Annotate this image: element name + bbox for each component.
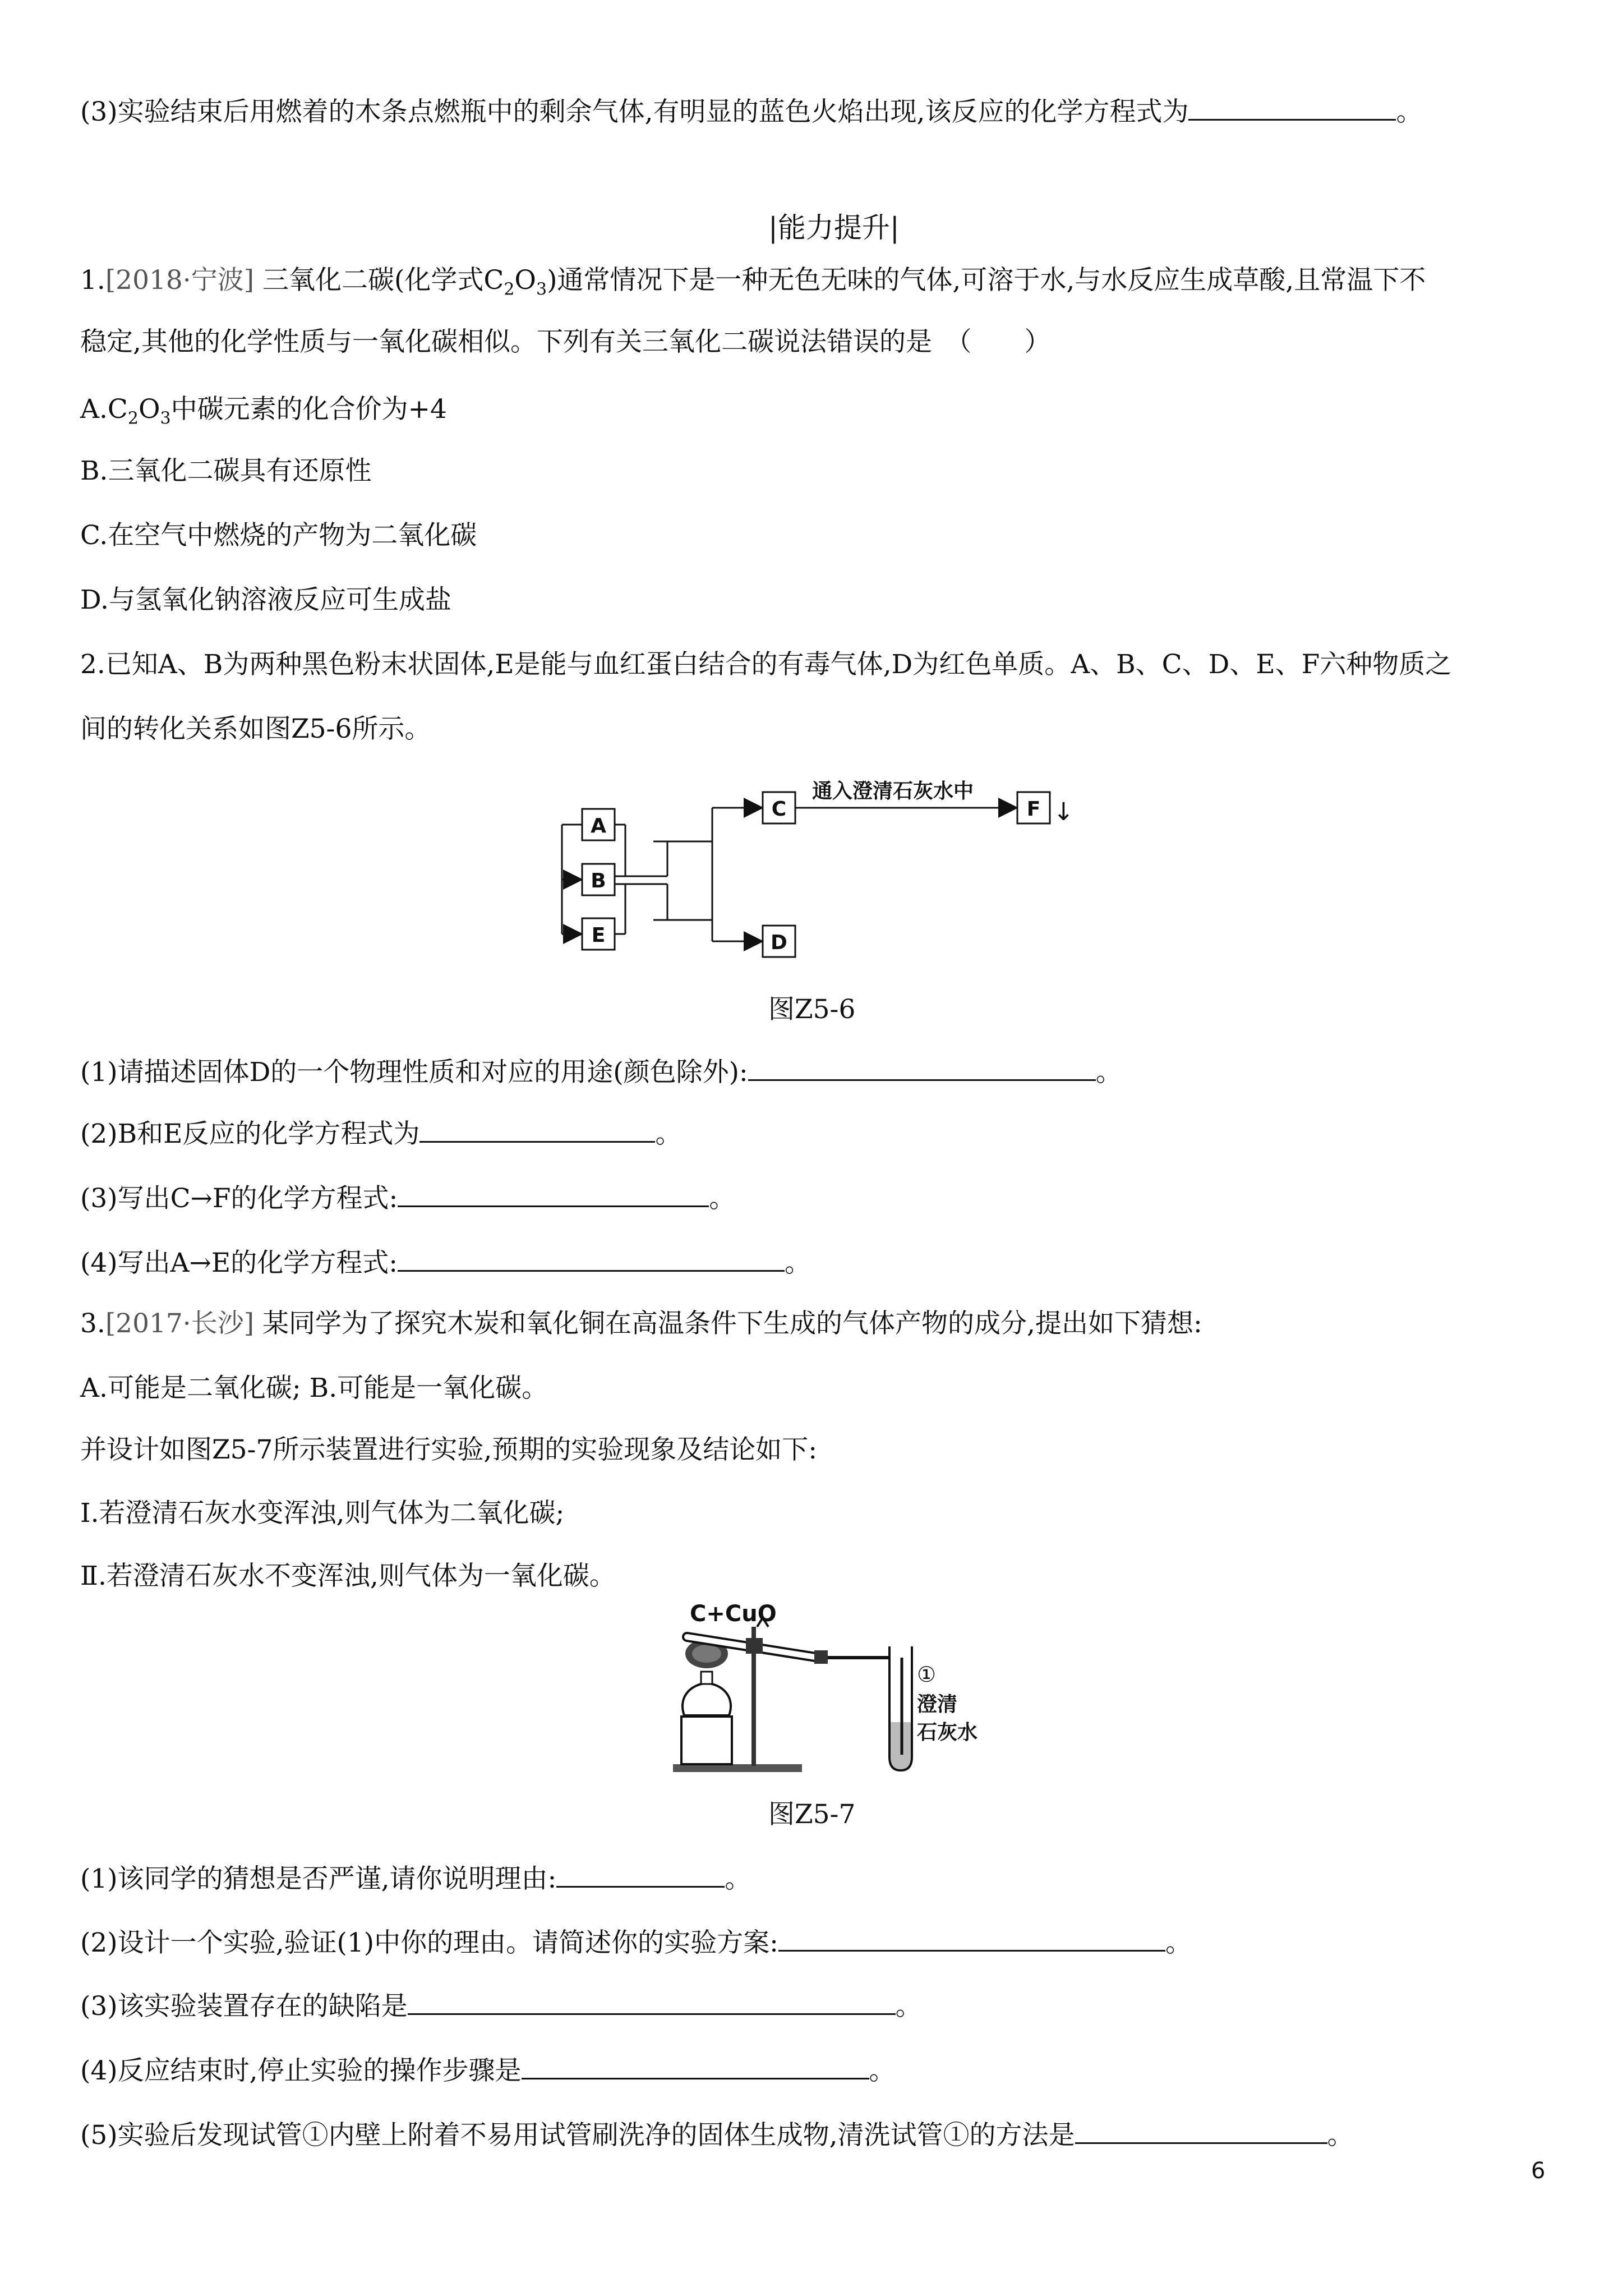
q3-sub3-text: (3)该实验装置存在的缺陷是	[80, 1991, 408, 2022]
stopper	[814, 1650, 828, 1664]
lamp-neck	[701, 1672, 712, 1684]
q3-source: [2017·长沙]	[105, 1308, 255, 1339]
q2-sub1-end: 。	[1095, 1057, 1122, 1088]
flame-icon	[692, 1645, 721, 1663]
q3-sub2-text: (2)设计一个实验,验证(1)中你的理由。请简述你的实验方案:	[80, 1927, 778, 1958]
q3-sub5-text: (5)实验后发现试管①内壁上附着不易用试管刷洗净的固体生成物,清洗试管①的方法是	[80, 2120, 1075, 2151]
q2-sub4-end: 。	[785, 1248, 811, 1278]
reagent-label: C+CuO	[690, 1601, 777, 1627]
q2-sub2-end: 。	[655, 1119, 682, 1149]
arrow-label: 通入澄清石灰水中	[812, 780, 974, 803]
precipitate-arrow-icon: ↓	[1053, 798, 1074, 826]
q3-guess: A.可能是二氧化碳; B.可能是一氧化碳。	[80, 1373, 548, 1404]
q1-option-a-sub2: 2	[127, 408, 139, 429]
q2-sub1	[80, 1055, 1122, 1089]
answer-blank[interactable]	[1188, 94, 1396, 121]
prev-question-3	[80, 94, 1422, 129]
figure-caption-z5-7: 图Z5-7	[768, 1799, 856, 1830]
q2-sub2	[80, 1116, 681, 1151]
q3-sub1	[80, 1861, 751, 1896]
node-d-label: D	[771, 931, 787, 954]
answer-blank[interactable]	[419, 1116, 655, 1143]
q1-subscript-2: 2	[504, 279, 515, 300]
q1-stem-part2: )通常情况下是一种无色无味的气体,可溶于水,与水反应生成草酸,且常温下不	[547, 265, 1426, 296]
q2-sub3	[80, 1181, 735, 1216]
apparatus-figure	[667, 1601, 978, 1778]
q2-sub2-text: (2)B和E反应的化学方程式为	[80, 1119, 420, 1149]
q3-sub1-end: 。	[725, 1864, 751, 1894]
q1-oxygen: O	[514, 265, 536, 296]
q1-option-b[interactable]: B.三氧化二碳具有还原性	[80, 455, 372, 486]
clamp	[746, 1638, 763, 1654]
q3-sub1-text: (1)该同学的猜想是否严谨,请你说明理由:	[80, 1864, 557, 1894]
alcohol-lamp	[683, 1683, 731, 1715]
q3-number: 3.	[80, 1308, 105, 1339]
q1-option-a-prefix: A.C	[80, 394, 128, 425]
q2-sub3-text: (3)写出C→F的化学方程式:	[80, 1183, 398, 1214]
section-title: |能力提升|	[768, 211, 900, 244]
q3-condition-i: Ⅰ.若澄清石灰水变浑浊,则气体为二氧化碳;	[80, 1498, 565, 1529]
q3-stem	[80, 1307, 1202, 1341]
support-block	[681, 1717, 732, 1764]
q1-subscript-3: 3	[536, 279, 547, 300]
q1-option-a-sub3: 3	[160, 408, 171, 429]
q3-sub5-end: 。	[1327, 2120, 1354, 2151]
limewater-label-1: 澄清	[917, 1693, 958, 1716]
q2-sub3-end: 。	[709, 1183, 736, 1214]
q3-sub2	[80, 1925, 1192, 1960]
q2-stem-line2: 间的转化关系如图Z5-6所示。	[80, 714, 431, 744]
q3-sub4	[80, 2053, 896, 2088]
answer-blank[interactable]	[556, 1861, 725, 1888]
answer-blank[interactable]	[398, 1245, 785, 1272]
q3-sub3-end: 。	[895, 1991, 922, 2022]
q3-sub4-end: 。	[869, 2055, 896, 2086]
conversion-diagram	[550, 774, 1077, 965]
limewater-label-2: 石灰水	[917, 1721, 978, 1744]
q1-option-a-text: 中碳元素的化合价为+4	[170, 394, 447, 425]
node-b-label: B	[591, 869, 606, 892]
answer-blank[interactable]	[522, 2053, 869, 2079]
q1-option-d[interactable]: D.与氢氧化钠溶液反应可生成盐	[80, 585, 451, 615]
q3-condition-ii: Ⅱ.若澄清石灰水不变浑浊,则气体为一氧化碳。	[80, 1561, 616, 1591]
q1-option-c[interactable]: C.在空气中燃烧的产物为二氧化碳	[80, 520, 477, 551]
prev-q3-end: 。	[1396, 96, 1423, 127]
q1-option-a[interactable]	[80, 393, 447, 435]
q2-stem-line1: 2.已知A、B为两种黑色粉末状固体,E是能与血红蛋白结合的有毒气体,D为红色单质。A、B、C、D、E、F六种物质之	[80, 649, 1452, 680]
answer-blank[interactable]	[398, 1181, 709, 1207]
node-e-label: E	[591, 924, 606, 947]
prev-q3-text: (3)实验结束后用燃着的木条点燃瓶中的剩余气体,有明显的蓝色火焰出现,该反应的化学方程式为	[80, 96, 1189, 127]
q3-design: 并设计如图Z5-7所示装置进行实验,预期的实验现象及结论如下:	[80, 1434, 818, 1465]
node-f-label: F	[1026, 798, 1041, 821]
figure-caption-z5-6: 图Z5-6	[768, 994, 856, 1025]
node-c-label: C	[771, 798, 787, 821]
q3-sub5	[80, 2118, 1354, 2152]
q3-stem-text: 某同学为了探究木炭和氧化铜在高温条件下生成的气体产物的成分,提出如下猜想:	[254, 1308, 1202, 1339]
q1-source: [2018·宁波]	[105, 265, 255, 296]
node-a-label: A	[591, 815, 606, 838]
q1-option-a-oxygen: O	[138, 394, 160, 425]
stand-base	[673, 1764, 802, 1772]
q2-sub4	[80, 1245, 811, 1280]
answer-blank[interactable]	[408, 1989, 896, 2015]
answer-blank[interactable]	[748, 1055, 1096, 1081]
q3-sub4-text: (4)反应结束时,停止实验的操作步骤是	[80, 2055, 522, 2086]
q2-sub1-text: (1)请描述固体D的一个物理性质和对应的用途(颜色除外):	[80, 1057, 748, 1088]
q2-sub4-text: (4)写出A→E的化学方程式:	[80, 1248, 398, 1278]
q1-stem-line1	[80, 264, 1426, 306]
q1-number: 1.	[80, 265, 105, 296]
q3-sub3	[80, 1989, 922, 2023]
q3-sub2-end: 。	[1165, 1927, 1192, 1958]
answer-blank[interactable]	[1075, 2118, 1327, 2144]
q1-stem-part1: 三氧化二碳(化学式C	[254, 265, 504, 296]
tube-number-label: ①	[917, 1662, 937, 1687]
page-number: 6	[1531, 2158, 1546, 2184]
q1-stem-line2: 稳定,其他的化学性质与一氧化碳相似。下列有关三氧化二碳说法错误的是 （ ）	[80, 326, 1051, 357]
answer-blank[interactable]	[778, 1925, 1165, 1952]
